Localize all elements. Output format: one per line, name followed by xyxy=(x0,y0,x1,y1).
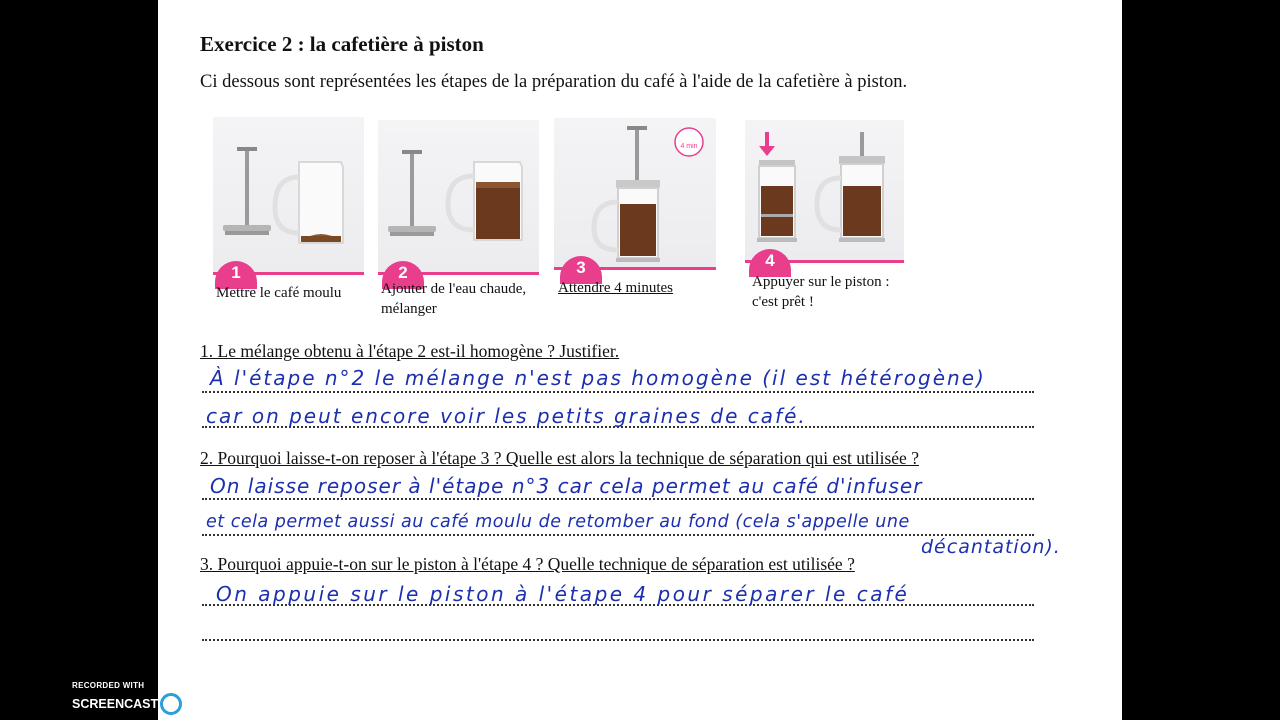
handwritten-answer-2-line-3: décantation). xyxy=(921,536,1061,558)
worksheet-page xyxy=(158,0,1122,720)
step-2-panel xyxy=(378,120,539,282)
answer-line xyxy=(202,498,1034,500)
step-3-panel xyxy=(554,118,716,277)
answer-line xyxy=(202,639,1034,641)
question-2: 2. Pourquoi laisse-t-on reposer à l'étape 3 ? Quelle est alors la technique de séparation qui est utilisée ? xyxy=(200,448,919,468)
step-2-badge: 2 xyxy=(382,261,424,289)
step-1-panel xyxy=(213,117,364,282)
step-2-caption: Ajouter de l'eau chaude, mélanger xyxy=(381,281,527,317)
handwritten-answer-2-line-1: On laisse reposer à l'étape n°3 car cela permet au café d'infuser xyxy=(210,474,923,498)
step-3-badge: 3 xyxy=(560,256,602,284)
watermark-brand-right: MATIC xyxy=(184,697,223,711)
exercise-intro: Ci dessous sont représentées les étapes de la préparation du café à l'aide de la cafetière à piston. xyxy=(200,72,908,92)
watermark-brand-left: SCREENCAST xyxy=(72,697,159,711)
step-1-badge: 1 xyxy=(215,261,257,289)
watermark-recorded-with: RECORDED WITH xyxy=(72,681,145,690)
step-1-caption: Mettre le café moulu xyxy=(216,285,342,301)
timer-label: 4 min xyxy=(680,143,698,150)
answer-line xyxy=(202,534,1034,536)
answer-line xyxy=(202,391,1034,393)
step-4-caption: Appuyer sur le piston : c'est prêt ! xyxy=(752,274,890,310)
french-press-step-1-illustration xyxy=(213,117,364,275)
french-press-step-4-illustration xyxy=(745,120,904,263)
french-press-step-3-illustration xyxy=(554,118,716,270)
screencast-logo-icon xyxy=(160,693,182,715)
handwritten-answer-2-line-2: et cela permet aussi au café moulu de retomber au fond (cela s'appelle une xyxy=(206,512,910,532)
handwritten-answer-3-line-1: On appuie sur le piston à l'étape 4 pour séparer le café xyxy=(216,582,910,606)
step-4-badge: 4 xyxy=(749,249,791,277)
exercise-title: Exercice 2 : la cafetière à piston xyxy=(200,32,484,56)
question-1: 1. Le mélange obtenu à l'étape 2 est-il homogène ? Justifier. xyxy=(200,341,620,361)
step-3-caption: Attendre 4 minutes xyxy=(558,280,673,296)
step-4-panel xyxy=(745,120,904,270)
handwritten-answer-1-line-2: car on peut encore voir les petits graines de café. xyxy=(206,404,807,428)
french-press-step-2-illustration xyxy=(378,120,539,275)
handwritten-answer-1-line-1: À l'étape n°2 le mélange n'est pas homogène (il est hétérogène) xyxy=(210,366,986,390)
screencast-watermark xyxy=(72,681,223,715)
question-3: 3. Pourquoi appuie-t-on sur le piston à l'étape 4 ? Quelle technique de séparation est utilisée ? xyxy=(200,554,855,574)
